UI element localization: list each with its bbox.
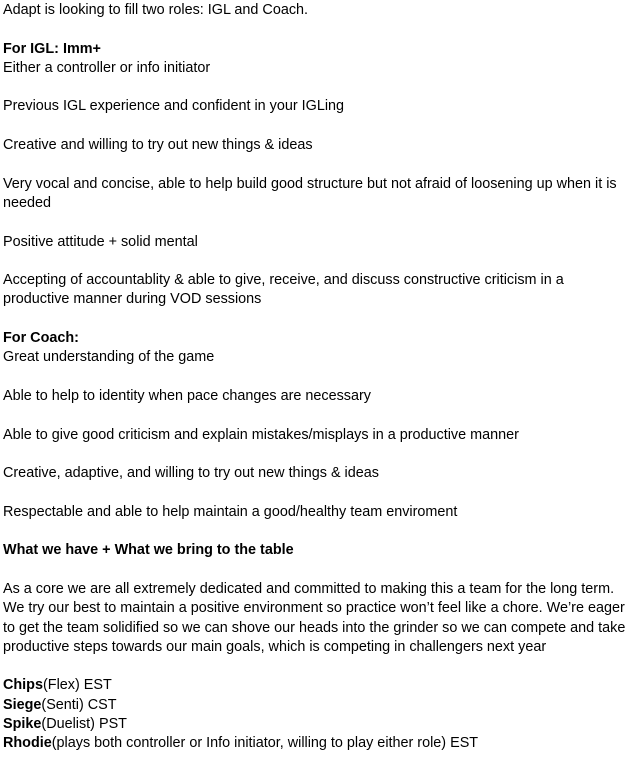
coach-heading: [3, 329, 629, 348]
coach-requirement: Able to give good criticism and explain mistakes/misplays in a productive manner: [3, 426, 519, 443]
bring-heading-text: What we have + What we bring to the table: [3, 542, 294, 559]
coach-requirement: Able to help to identity when pace changes are necessary: [3, 387, 371, 404]
coach-heading-text: For Coach:: [3, 330, 79, 347]
igl-requirement: Positive attitude + solid mental: [3, 233, 198, 250]
roster-detail: (plays both controller or Info initiator, willing to play either role) EST: [51, 735, 479, 752]
igl-requirement: Creative and willing to try out new things & ideas: [3, 137, 313, 154]
bring-heading: [3, 541, 629, 560]
roster-name: Spike: [3, 715, 42, 732]
igl-heading: [3, 40, 629, 59]
coach-requirement: Great understanding of the game: [3, 349, 215, 366]
roster-detail: (Flex) EST: [42, 677, 112, 694]
roster-detail: (Senti) CST: [41, 696, 117, 713]
igl-heading-text: For IGL: Imm+: [3, 40, 101, 57]
bring-paragraph: As a core we are all extremely dedicated and committed to making this a team for the long term. We try our best to maintain a positive environment so practice won’t feel like a chore. We’re eager to get the team solidified so we can shove our heads into the grinder so we can compete and take productive steps towards our main goals, which is competing in challengers next year: [3, 580, 626, 655]
coach-requirement: Respectable and able to help maintain a good/healthy team enviroment: [3, 503, 458, 520]
document-body: [3, 1, 629, 754]
roster-detail: (Duelist) PST: [41, 715, 127, 732]
roster-entry: [3, 715, 629, 734]
igl-requirement: Accepting of accountablity & able to give, receive, and discuss constructive criticism in a productive manner during VOD sessions: [3, 272, 564, 308]
roster-name: Chips: [3, 677, 43, 694]
igl-requirement: Either a controller or info initiator: [3, 59, 211, 76]
roster-entry: [3, 734, 629, 753]
roster-list: [3, 676, 629, 753]
intro-text: Adapt is looking to fill two roles: IGL and Coach.: [3, 2, 309, 18]
roster-entry: [3, 676, 629, 695]
roster-entry: [3, 696, 629, 715]
roster-name: Rhodie: [3, 735, 52, 752]
igl-requirement: Previous IGL experience and confident in your IGLing: [3, 98, 345, 115]
igl-requirement: Very vocal and concise, able to help build good structure but not afraid of loosening up when it is needed: [3, 175, 617, 211]
roster-name: Siege: [3, 696, 42, 713]
coach-requirement: Creative, adaptive, and willing to try out new things & ideas: [3, 465, 379, 482]
